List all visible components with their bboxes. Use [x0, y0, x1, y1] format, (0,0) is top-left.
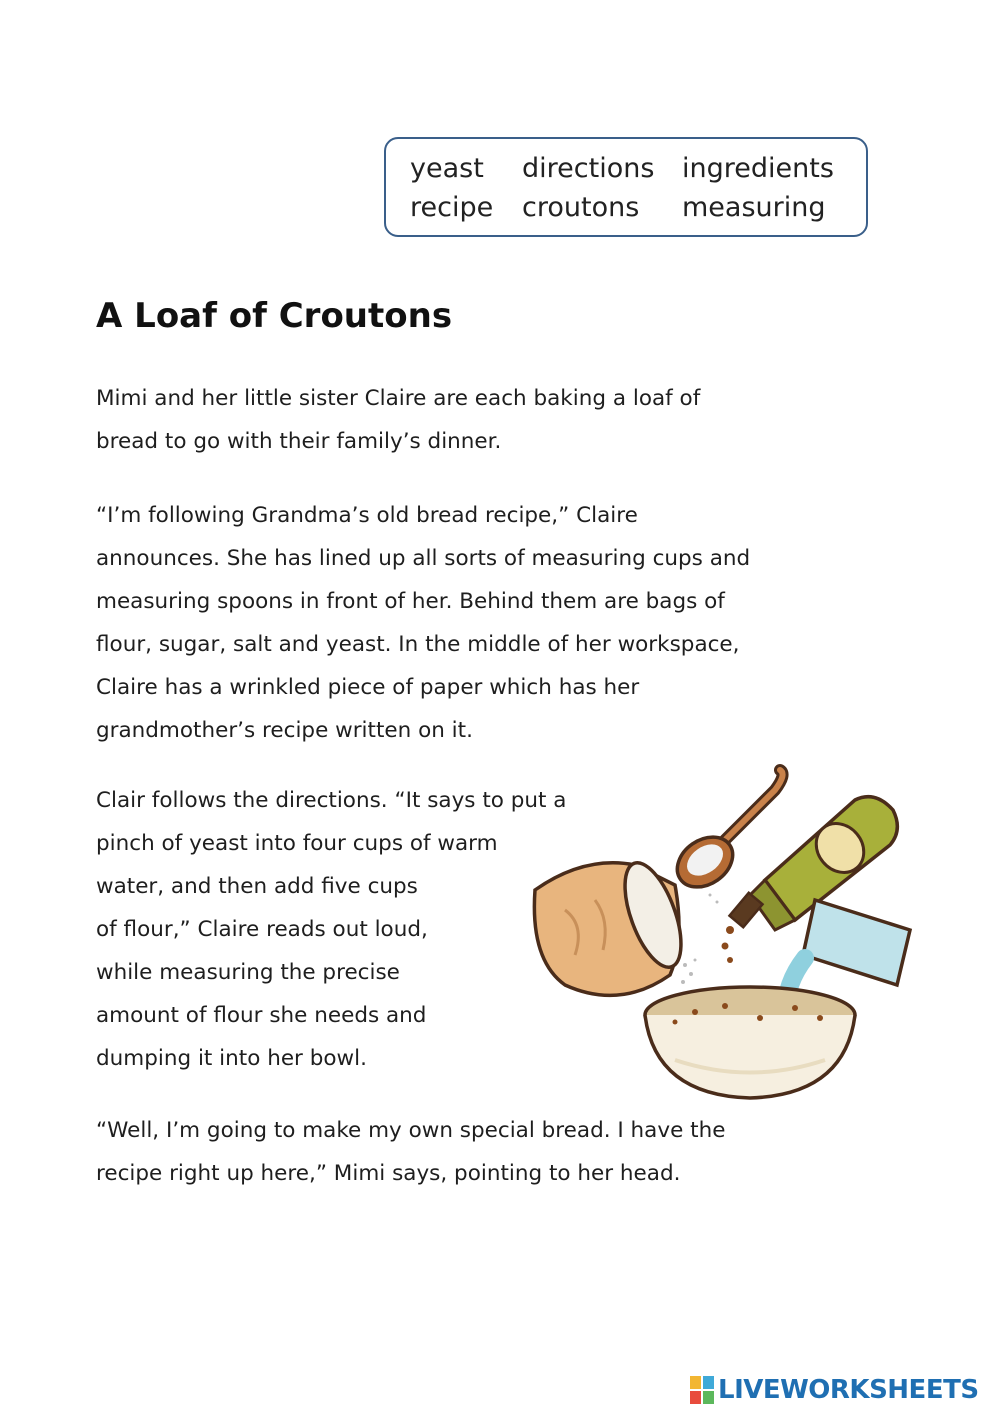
story-paragraph — [96, 494, 750, 752]
text-line: flour, sugar, salt and yeast. In the middle of her workspace, — [96, 632, 740, 657]
word-bank-box — [384, 137, 868, 237]
text-line: Mimi and her little sister Claire are each baking a loaf of — [96, 386, 701, 411]
text-line: “Well, I’m going to make my own special bread. I have the — [96, 1118, 726, 1143]
word-bank-word: ingredients — [682, 153, 834, 184]
text-line: while measuring the precise — [96, 960, 400, 985]
logo-text: LIVEWORKSHEETS — [718, 1375, 979, 1405]
baking-ingredients-illustration — [525, 760, 925, 1105]
word-bank-word: directions — [522, 153, 655, 184]
story-paragraph — [96, 377, 700, 463]
text-line: pinch of yeast into four cups of warm — [96, 831, 498, 856]
word-bank-word: croutons — [522, 192, 640, 223]
word-bank-word: measuring — [682, 192, 826, 223]
text-line: “I’m following Grandma’s old bread recipe,” Claire — [96, 503, 638, 528]
text-line: amount of flour she needs and — [96, 1003, 427, 1028]
story-paragraph — [96, 1109, 725, 1195]
flour-sack-icon — [534, 856, 696, 996]
word-bank-word: yeast — [410, 153, 484, 184]
text-line: of flour,” Claire reads out loud, — [96, 917, 428, 942]
text-line: water, and then add five cups — [96, 874, 418, 899]
text-line: bread to go with their family’s dinner. — [96, 429, 502, 454]
text-line: announces. She has lined up all sorts of measuring cups and — [96, 546, 751, 571]
liveworksheets-logo — [690, 1372, 979, 1408]
story-title: A Loaf of Croutons — [96, 296, 453, 336]
text-line: measuring spoons in front of her. Behind them are bags of — [96, 589, 725, 614]
word-bank-word: recipe — [410, 192, 494, 223]
text-line: grandmother’s recipe written on it. — [96, 718, 473, 743]
text-line: dumping it into her bowl. — [96, 1046, 367, 1071]
text-line: Claire has a wrinkled piece of paper which has her — [96, 675, 640, 700]
mixing-bowl-icon — [645, 987, 855, 1098]
text-line: recipe right up here,” Mimi says, pointing to her head. — [96, 1161, 681, 1186]
text-line: Clair follows the directions. “It says to put a — [96, 788, 567, 813]
logo-blocks-icon — [690, 1376, 714, 1404]
story-paragraph — [96, 779, 566, 1080]
